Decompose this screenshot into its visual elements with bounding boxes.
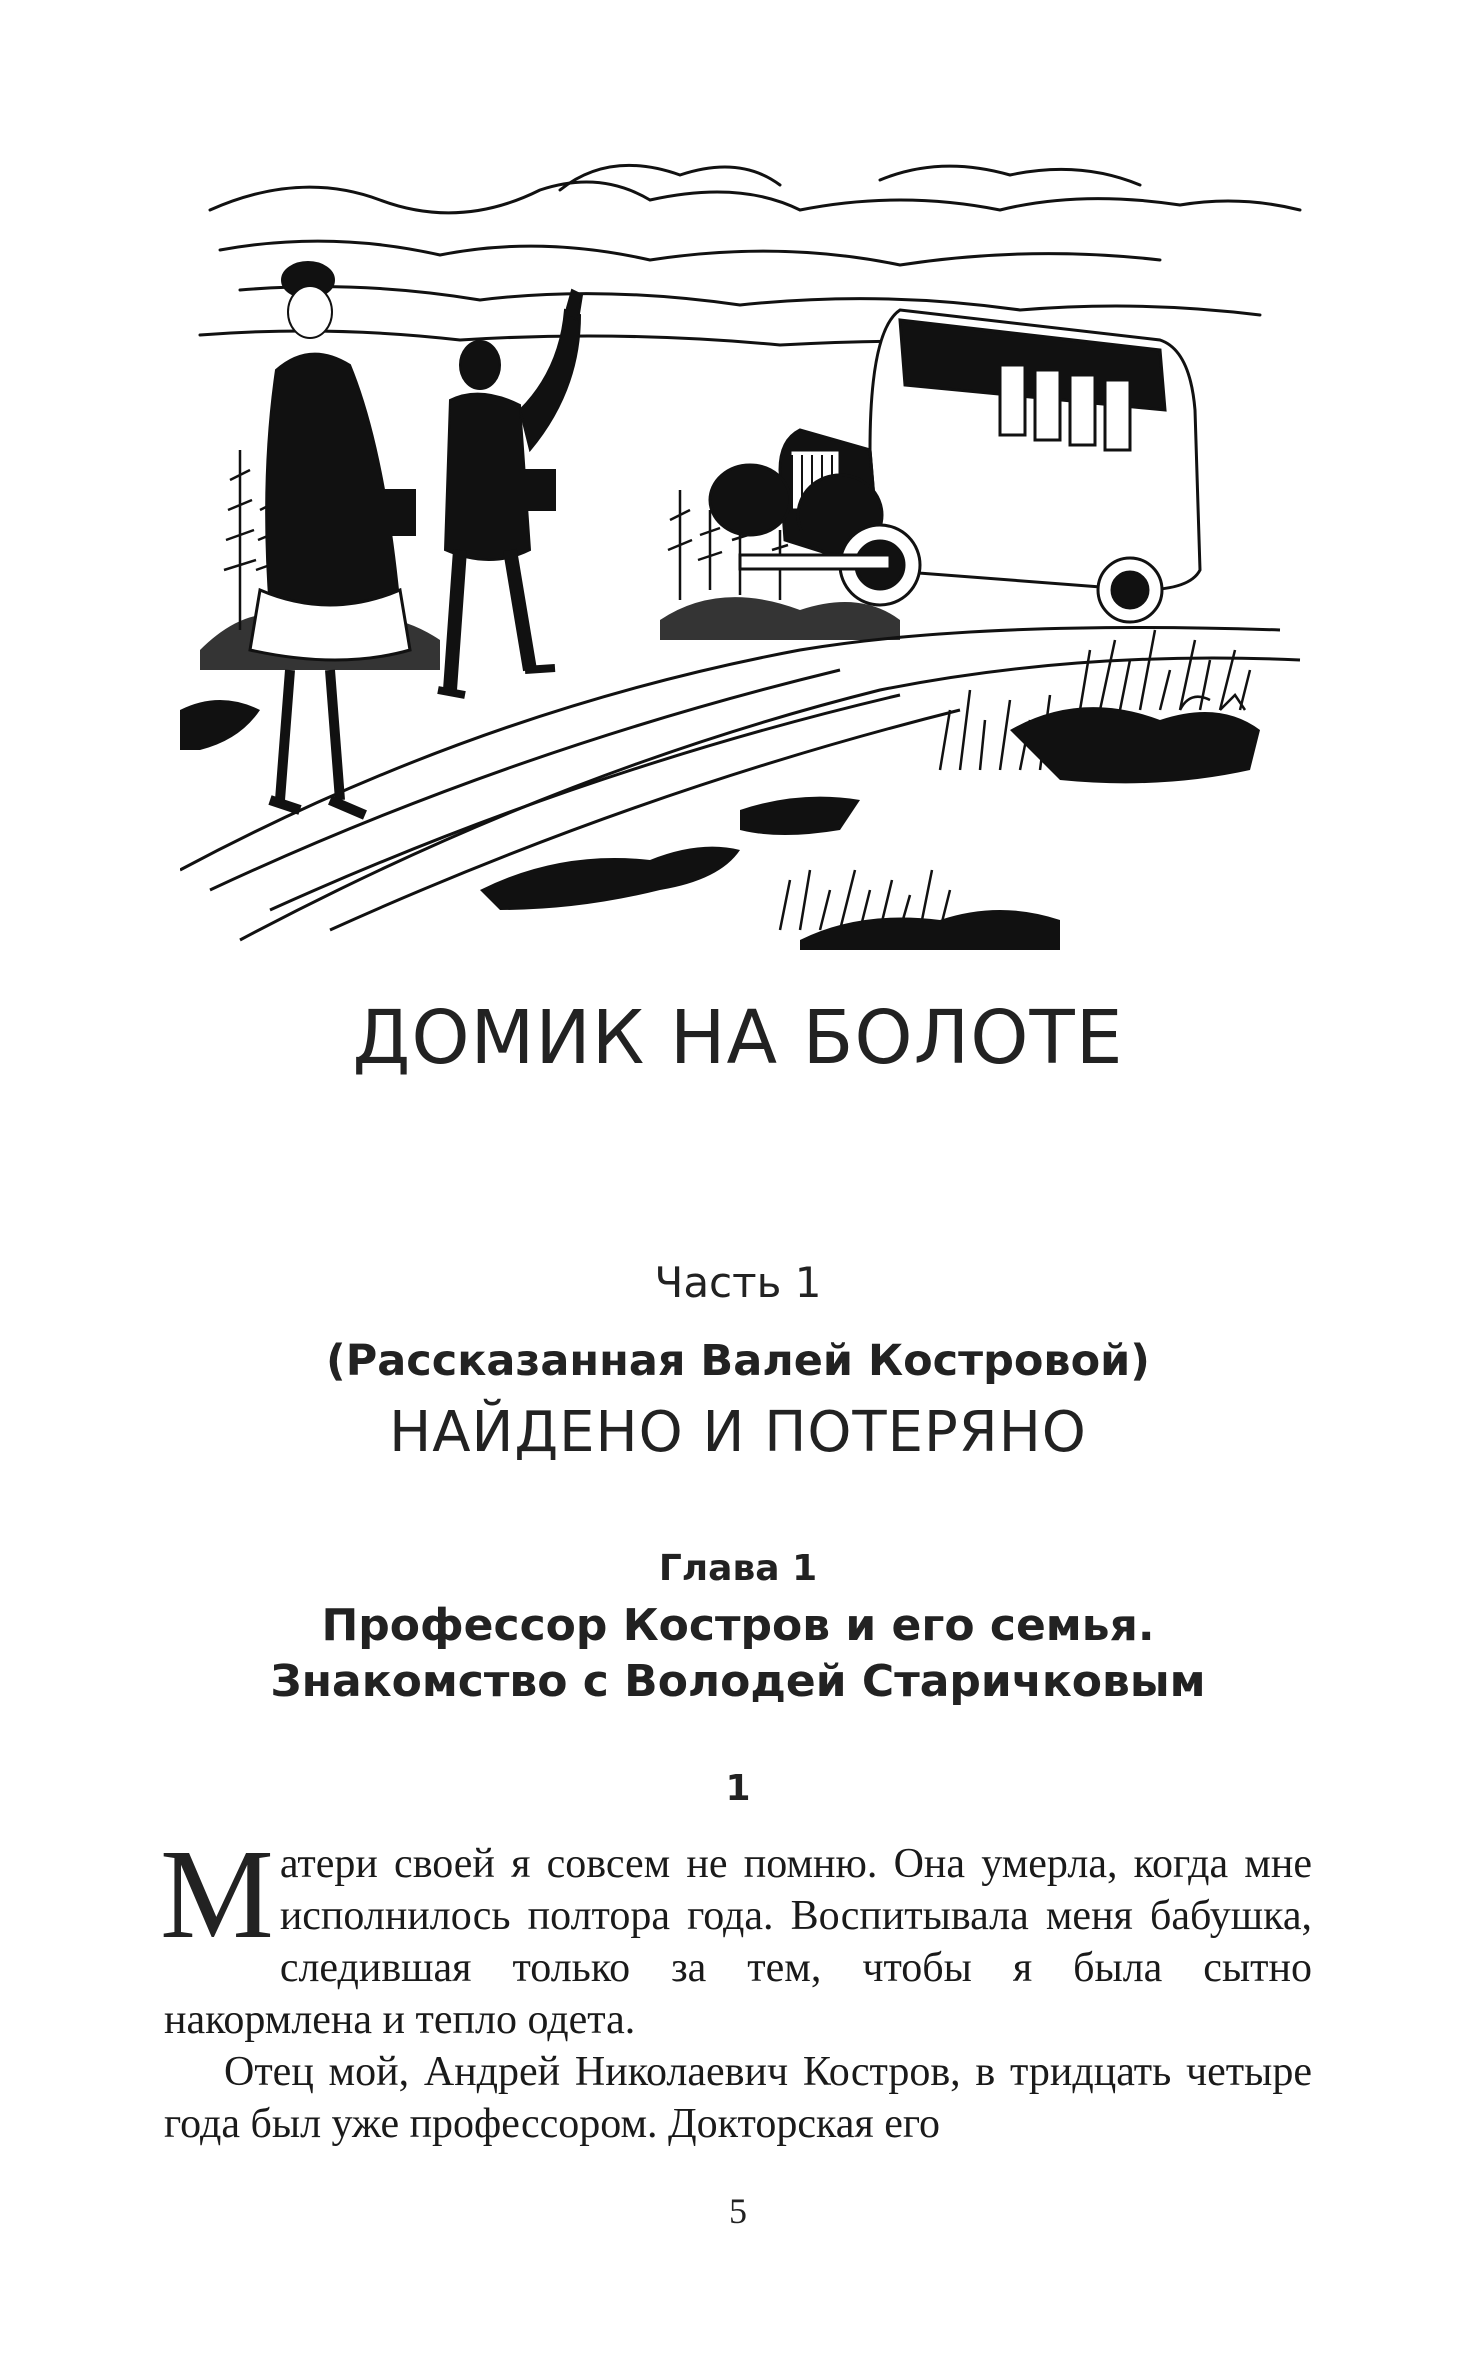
road-travelers-bus-illustration bbox=[180, 150, 1310, 950]
chapter-title bbox=[0, 1598, 1476, 1710]
book-title: ДОМИК НА БОЛОТЕ bbox=[352, 995, 1124, 1081]
paragraph-2: Отец мой, Андрей Николаевич Костров, в тридцать четыре года был уже профессором. Докторская его bbox=[164, 2049, 1312, 2147]
chapter-title-line-1: Профессор Костров и его семья. bbox=[321, 1600, 1155, 1651]
section-number: 1 bbox=[725, 1768, 751, 1809]
drop-cap: М bbox=[160, 1823, 274, 1965]
paragraph-1 bbox=[160, 1823, 1312, 2046]
part-label: Часть 1 bbox=[654, 1258, 822, 1307]
chapter-title-line-2: Знакомство с Володей Старичковым bbox=[270, 1656, 1206, 1707]
body-text bbox=[160, 1823, 1312, 2150]
part-title: НАЙДЕНО И ПОТЕРЯНО bbox=[389, 1400, 1087, 1465]
paragraph-1-text: атери своей я совсем не помню. Она умерла, когда мне исполнилось полтора года. Воспитывала меня бабушка, следившая только за тем, чтобы я была сытно накормлена и тепло одета. bbox=[164, 1841, 1312, 2043]
part-subtitle: (Рассказанная Валей Костровой) bbox=[326, 1336, 1150, 1386]
page-number: 5 bbox=[729, 2191, 747, 2231]
chapter-label: Глава 1 bbox=[658, 1548, 818, 1589]
